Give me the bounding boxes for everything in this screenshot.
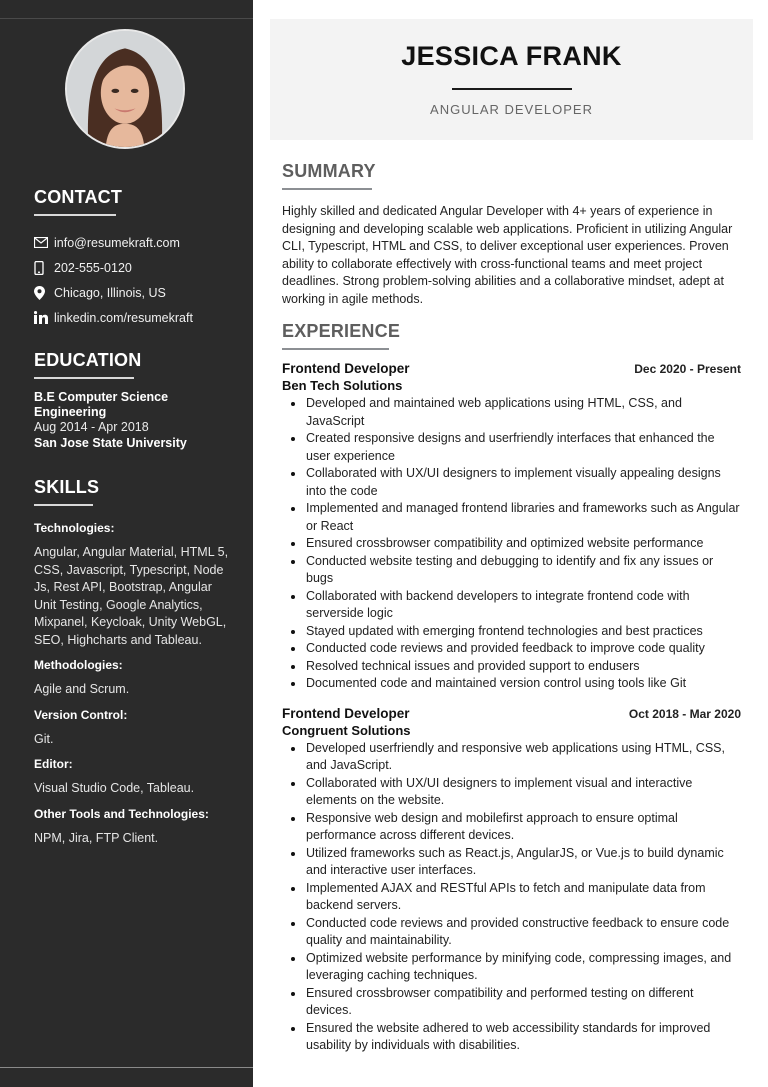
experience-section [282, 320, 747, 1055]
education-section [34, 349, 234, 451]
summary-section [282, 160, 747, 308]
job-bullet: Stayed updated with emerging frontend technologies and best practices [282, 623, 742, 641]
job-bullet: Utilized frameworks such as React.js, AngularJS, or Vue.js to build dynamic and interactive user interfaces. [282, 845, 742, 880]
education-degree: B.E Computer Science Engineering [34, 390, 169, 419]
sidebar [0, 0, 253, 1087]
contact-email-text: info@resumekraft.com [54, 235, 180, 250]
sidebar-bottom-divider [0, 1067, 253, 1068]
skill-group-label: Version Control: [34, 707, 128, 722]
experience-heading: EXPERIENCE [282, 321, 401, 341]
skill-group-label: Technologies: [34, 521, 115, 535]
job-bullets [282, 740, 747, 1055]
skill-group-value: NPM, Jira, FTP Client. [34, 830, 159, 845]
portrait-image [67, 31, 183, 147]
job-bullets [282, 395, 747, 693]
job-dates: Dec 2020 - Present [634, 362, 741, 376]
contact-section [34, 186, 234, 330]
job-bullet: Conducted website testing and debugging to identify and fix any issues or bugs [282, 553, 742, 588]
job-entry [282, 705, 747, 1055]
contact-heading-underline [34, 214, 116, 216]
job-role: Frontend Developer [282, 361, 410, 376]
envelope-icon [34, 237, 53, 248]
job-bullet: Conducted code reviews and provided feedback to improve code quality [282, 640, 742, 658]
contact-location-text: Chicago, Illinois, US [54, 285, 166, 300]
summary-heading-underline [282, 188, 372, 190]
experience-heading-underline [282, 348, 389, 350]
job-bullet: Ensured crossbrowser compatibility and performed testing on different devices. [282, 985, 742, 1020]
job-bullet: Developed and maintained web applications using HTML, CSS, and JavaScript [282, 395, 742, 430]
job-bullet: Ensured crossbrowser compatibility and optimized website performance [282, 535, 742, 553]
skills-heading-underline [34, 504, 93, 506]
education-dates: Aug 2014 - Apr 2018 [34, 420, 149, 434]
job-bullet: Collaborated with backend developers to integrate frontend code with serverside logic [282, 588, 742, 623]
contact-phone[interactable] [34, 255, 234, 280]
profile-photo [65, 29, 185, 149]
job-company: Ben Tech Solutions [282, 378, 403, 393]
skill-group-label: Other Tools and Technologies: [34, 806, 209, 821]
job-bullet: Implemented AJAX and RESTful APIs to fetch and manipulate data from backend servers. [282, 880, 742, 915]
map-pin-icon [34, 286, 53, 300]
name-underline [452, 88, 572, 90]
linkedin-icon [34, 311, 53, 324]
job-bullet: Developed userfriendly and responsive web applications using HTML, CSS, and JavaScript. [282, 740, 742, 775]
job-bullet: Created responsive designs and userfriendly interfaces that enhanced the user experience [282, 430, 742, 465]
contact-phone-text: 202-555-0120 [54, 260, 132, 275]
skill-group-label: Editor: [34, 757, 73, 771]
skill-group-label: Methodologies: [34, 658, 123, 672]
job-bullet: Conducted code reviews and provided constructive feedback to ensure code quality and maintainability. [282, 915, 742, 950]
contact-linkedin[interactable] [34, 305, 234, 330]
summary-heading: SUMMARY [282, 161, 376, 181]
education-heading: EDUCATION [34, 350, 142, 370]
candidate-name: JESSICA FRANK [401, 41, 622, 71]
candidate-title: ANGULAR DEVELOPER [430, 102, 593, 117]
mobile-phone-icon [34, 261, 53, 275]
job-bullet: Collaborated with UX/UI designers to implement visual and interactive elements on the website. [282, 775, 742, 810]
job-bullet: Responsive web design and mobilefirst approach to ensure optimal performance across different devices. [282, 810, 742, 845]
job-bullet: Optimized website performance by minifying code, compressing images, and leveraging caching techniques. [282, 950, 742, 985]
contact-email[interactable] [34, 230, 234, 255]
contact-location [34, 280, 234, 305]
job-bullet: Resolved technical issues and provided support to endusers [282, 658, 742, 676]
summary-text: Highly skilled and dedicated Angular Developer with 4+ years of experience in designing and developing scalable web applications. Proficient in utilizing Angular CLI, Typescript, HTML and CSS, to deliver exceptional user experiences. Proven ability to collaborate effectively with cross-functional teams and meet project deadlines. Strong problem-solving abilities and a collaborative mindset, adept at working in agile methods. [282, 204, 733, 306]
skills-heading: SKILLS [34, 477, 100, 497]
contact-heading: CONTACT [34, 187, 123, 207]
job-dates: Oct 2018 - Mar 2020 [628, 706, 741, 721]
resume-header [270, 19, 753, 140]
job-bullet: Documented code and maintained version control using tools like Git [282, 675, 742, 693]
job-bullet: Collaborated with UX/UI designers to implement visually appealing designs into the code [282, 465, 742, 500]
job-bullet: Implemented and managed frontend libraries and frameworks such as Angular or React [282, 500, 742, 535]
job-company: Congruent Solutions [282, 722, 411, 738]
skill-group-value: Angular, Angular Material, HTML 5, CSS, Javascript, Typescript, Node Js, Rest API, Bootstrap, Angular Unit Testing, Google Analytics, Mixpanel, Keycloak, Unity WebGL, SEO, Highcharts and Tableau. [34, 545, 229, 647]
contact-linkedin-text: linkedin.com/resumekraft [54, 310, 193, 325]
job-bullet: Ensured the website adhered to web accessibility standards for improved usability by individuals with disabilities. [282, 1020, 742, 1055]
skills-section [34, 476, 230, 847]
skill-group-value: Git. [34, 731, 54, 746]
job-header [282, 705, 741, 722]
job-role: Frontend Developer [282, 705, 410, 721]
job-entry [282, 360, 747, 693]
contact-list [34, 230, 234, 330]
sidebar-top-divider [0, 18, 253, 19]
education-school: San Jose State University [34, 436, 187, 450]
skill-group-value: Agile and Scrum. [34, 682, 130, 696]
education-heading-underline [34, 377, 134, 379]
skill-group-value: Visual Studio Code, Tableau. [34, 781, 195, 795]
job-header [282, 360, 741, 377]
